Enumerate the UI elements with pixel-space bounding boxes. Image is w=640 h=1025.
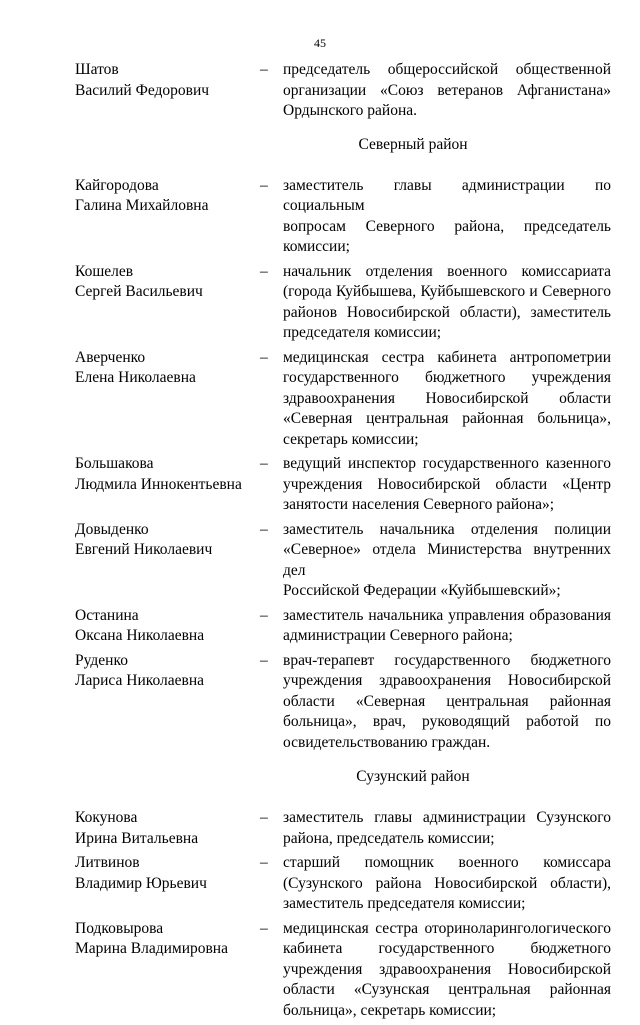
position-line: председателя комиссии; <box>283 324 442 341</box>
member-entry <box>75 176 611 258</box>
member-name <box>75 454 260 516</box>
member-position <box>283 520 611 602</box>
position-line: района, председатель комиссии; <box>283 829 495 847</box>
position-line: секретарь комиссии; <box>283 430 419 448</box>
member-surname: Кокунова <box>75 809 138 826</box>
position-line: (города Куйбышева, Куйбышевского и Северного <box>283 283 611 300</box>
member-surname: Кошелев <box>75 262 134 280</box>
position-line: ведущий инспектор государственного казенного <box>283 455 611 472</box>
member-entry <box>75 454 611 516</box>
dash-separator: – <box>260 348 268 366</box>
position-line: области «Северная центральная районная <box>283 692 611 710</box>
document-body <box>75 60 611 1025</box>
position-line: администрации Северного района; <box>283 627 513 644</box>
position-line: «Северная центральная районная больница», <box>283 410 611 427</box>
member-position <box>283 60 611 122</box>
position-line: больница», врач, руководящий работой по <box>283 713 611 730</box>
position-line: организации «Союз ветеранов Афганистана» <box>283 81 611 99</box>
position-line: заместитель главы администрации по социальным <box>283 176 611 214</box>
member-surname: Большакова <box>75 455 154 472</box>
member-surname: Шатов <box>75 61 119 78</box>
section-title: Северный район <box>358 135 468 153</box>
position-line: вопросам Северного района, председатель <box>283 217 611 235</box>
dash-separator: – <box>260 455 268 472</box>
member-position <box>283 853 611 915</box>
member-name <box>75 262 260 344</box>
position-line: здравоохранения Новосибирской области <box>283 389 611 407</box>
member-surname: Аверченко <box>75 348 146 366</box>
dash-separator: – <box>260 919 268 937</box>
position-line: «Северное» отдела Министерства внутренних дел <box>283 541 611 579</box>
dash-separator: – <box>260 262 268 280</box>
member-entry <box>75 520 611 602</box>
dash-separator: – <box>260 61 268 78</box>
position-line: кабинета государственного бюджетного <box>283 940 611 957</box>
member-position <box>283 176 611 258</box>
member-surname: Довыденко <box>75 520 149 538</box>
member-given-names: Сергей Васильевич <box>75 283 203 300</box>
member-name <box>75 853 260 915</box>
member-name <box>75 919 260 1022</box>
position-line: старший помощник военного комиссара <box>283 854 611 871</box>
member-position <box>283 262 611 344</box>
position-line: Российской Федерации «Куйбышевский»; <box>283 582 561 599</box>
member-surname: Кайгородова <box>75 176 159 194</box>
member-entry <box>75 60 611 122</box>
position-line: больница», секретарь комиссии; <box>283 1001 497 1019</box>
member-given-names: Евгений Николаевич <box>75 541 213 558</box>
position-line: районов Новосибирской области), заместитель <box>283 303 611 321</box>
member-name <box>75 176 260 258</box>
member-given-names: Василий Федорович <box>75 81 210 99</box>
member-given-names: Галина Михайловна <box>75 197 209 214</box>
member-position <box>283 454 611 516</box>
position-line: медицинская сестра оториноларингологического <box>283 919 611 937</box>
member-given-names: Оксана Николаевна <box>75 627 205 644</box>
member-given-names: Марина Владимировна <box>75 940 228 957</box>
position-line: учреждения здравоохранения Новосибирской <box>283 960 611 978</box>
member-name <box>75 348 260 451</box>
position-line: начальник отделения военного комиссариата <box>283 262 611 280</box>
position-line: учреждения здравоохранения Новосибирской <box>283 672 611 689</box>
page-number: 45 <box>314 36 326 50</box>
member-position <box>283 606 611 647</box>
member-name <box>75 808 260 849</box>
member-name <box>75 651 260 754</box>
position-line: заместитель главы администрации Сузунского <box>283 809 611 826</box>
position-line: заместитель председателя комиссии; <box>283 895 526 912</box>
member-surname: Руденко <box>75 651 128 669</box>
member-entry <box>75 919 611 1022</box>
member-position <box>283 651 611 754</box>
dash-separator: – <box>260 809 268 826</box>
member-name <box>75 606 260 647</box>
member-position <box>283 919 611 1022</box>
member-entry <box>75 853 611 915</box>
member-entry <box>75 651 611 754</box>
position-line: врач-терапевт государственного бюджетного <box>283 651 611 669</box>
member-given-names: Ирина Витальевна <box>75 829 199 847</box>
member-name <box>75 520 260 602</box>
position-line: освидетельствованию граждан. <box>283 733 491 751</box>
member-entry <box>75 262 611 344</box>
member-surname: Литвинов <box>75 854 140 871</box>
member-given-names: Елена Николаевна <box>75 369 196 386</box>
member-entry <box>75 808 611 849</box>
position-line: занятости населения Северного района»; <box>283 496 555 513</box>
member-given-names: Людмила Иннокентьевна <box>75 475 242 493</box>
position-line: государственного бюджетного учреждения <box>283 369 611 386</box>
member-surname: Подковырова <box>75 919 164 937</box>
member-given-names: Владимир Юрьевич <box>75 874 207 892</box>
member-position <box>283 348 611 451</box>
dash-separator: – <box>260 520 268 538</box>
position-line: заместитель начальника управления образования <box>283 606 611 624</box>
dash-separator: – <box>260 176 268 194</box>
position-line: области «Сузунская центральная районная <box>283 981 611 998</box>
dash-separator: – <box>260 854 268 871</box>
dash-separator: – <box>260 651 268 669</box>
member-name <box>75 60 260 122</box>
member-surname: Останина <box>75 606 139 624</box>
dash-separator: – <box>260 606 268 624</box>
position-line: председатель общероссийской общественной <box>283 61 611 78</box>
member-entry <box>75 348 611 451</box>
position-line: (Сузунского района Новосибирской области), <box>283 874 611 892</box>
section-title: Сузунский район <box>356 768 470 785</box>
member-position <box>283 808 611 849</box>
member-given-names: Лариса Николаевна <box>75 672 205 689</box>
position-line: учреждения Новосибирской области «Центр <box>283 475 611 493</box>
position-line: комиссии; <box>283 238 350 255</box>
member-entry <box>75 606 611 647</box>
position-line: медицинская сестра кабинета антропометрии <box>283 348 611 366</box>
position-line: Ордынского района. <box>283 102 418 119</box>
position-line: заместитель начальника отделения полиции <box>283 520 611 538</box>
